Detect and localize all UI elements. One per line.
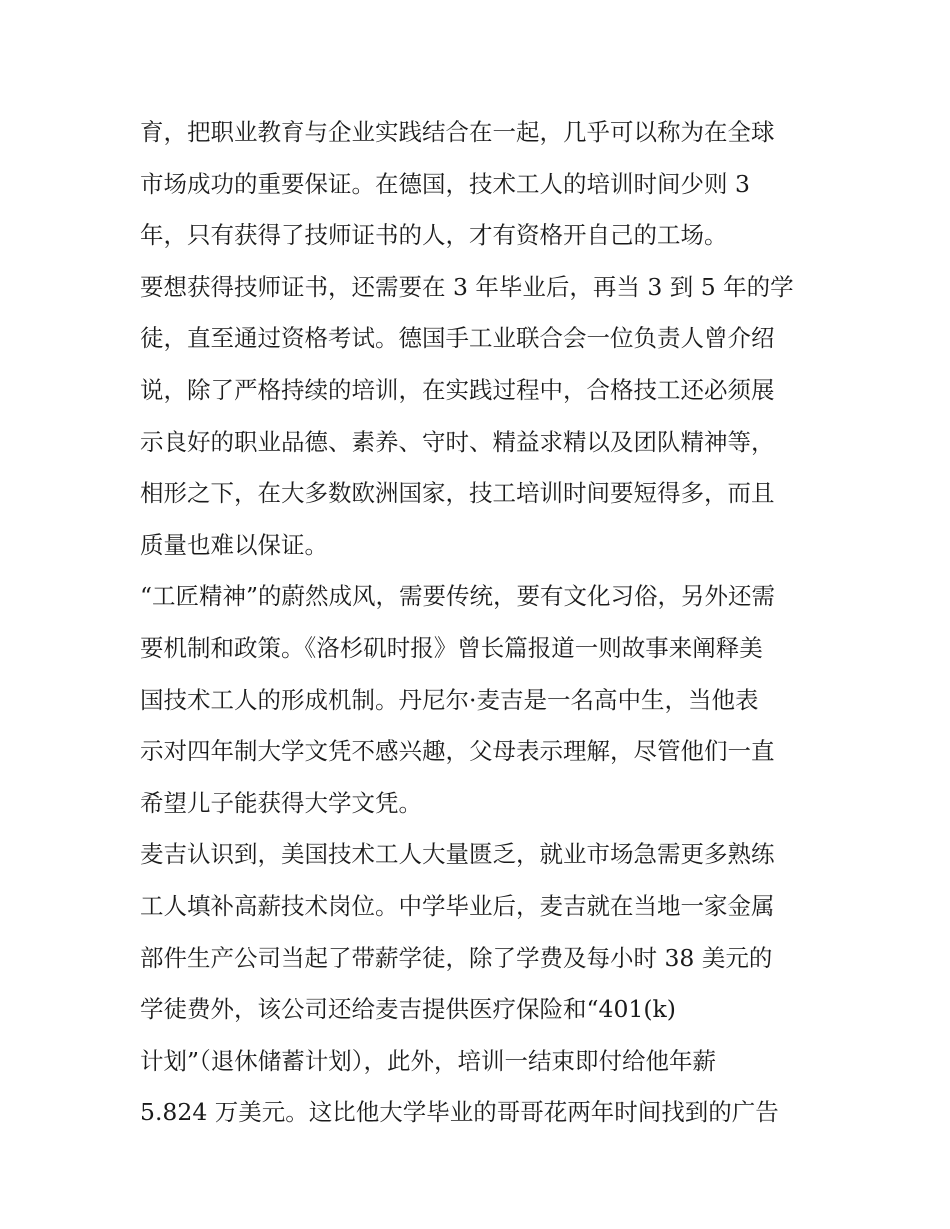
text-line: 工人填补高薪技术岗位。中学毕业后，麦吉就在当地一家金属: [140, 891, 775, 920]
text-line: 说，除了严格持续的培训，在实践过程中，合格技工还必须展: [140, 375, 775, 404]
text-line: 学徒费外，该公司还给麦吉提供医疗保险和“401(k): [140, 995, 676, 1024]
body-text: [140, 107, 830, 1139]
text-line: 希望儿子能获得大学文凭。: [140, 788, 422, 817]
text-line: 年，只有获得了技师证书的人，才有资格开自己的工场。: [140, 221, 728, 250]
text-line: 市场成功的重要保证。在德国，技术工人的培训时间少则 3: [140, 169, 750, 198]
text-line: 计划”（退休储蓄计划），此外，培训一结束即付给他年薪: [140, 1046, 717, 1075]
text-line: 示对四年制大学文凭不感兴趣，父母表示理解，尽管他们一直: [140, 737, 775, 766]
text-line: 麦吉认识到，美国技术工人大量匮乏，就业市场急需更多熟练: [140, 840, 775, 869]
text-line: 要机制和政策。《洛杉矶时报》曾长篇报道一则故事来阐释美: [140, 633, 763, 662]
text-line: 国技术工人的形成机制。丹尼尔·麦吉是一名高中生，当他表: [140, 685, 759, 714]
text-line: 5.824 万美元。这比他大学毕业的哥哥花两年时间找到的广告: [140, 1098, 779, 1127]
text-line: 部件生产公司当起了带薪学徒，除了学费及每小时 38 美元的: [140, 943, 773, 972]
text-line: 徒，直至通过资格考试。德国手工业联合会一位负责人曾介绍: [140, 324, 775, 353]
text-line: 育，把职业教育与企业实践结合在一起，几乎可以称为在全球: [140, 118, 775, 146]
text-line: 相形之下，在大多数欧洲国家，技工培训时间要短得多，而且: [140, 479, 775, 508]
text-line: 要想获得技师证书，还需要在 3 年毕业后，再当 3 到 5 年的学: [140, 272, 794, 301]
text-line: 质量也难以保证。: [140, 530, 328, 559]
text-line: “工匠精神”的蔚然成风，需要传统，要有文化习俗，另外还需: [140, 582, 776, 611]
text-line: 示良好的职业品德、素养、守时、精益求精以及团队精神等，: [140, 427, 775, 456]
